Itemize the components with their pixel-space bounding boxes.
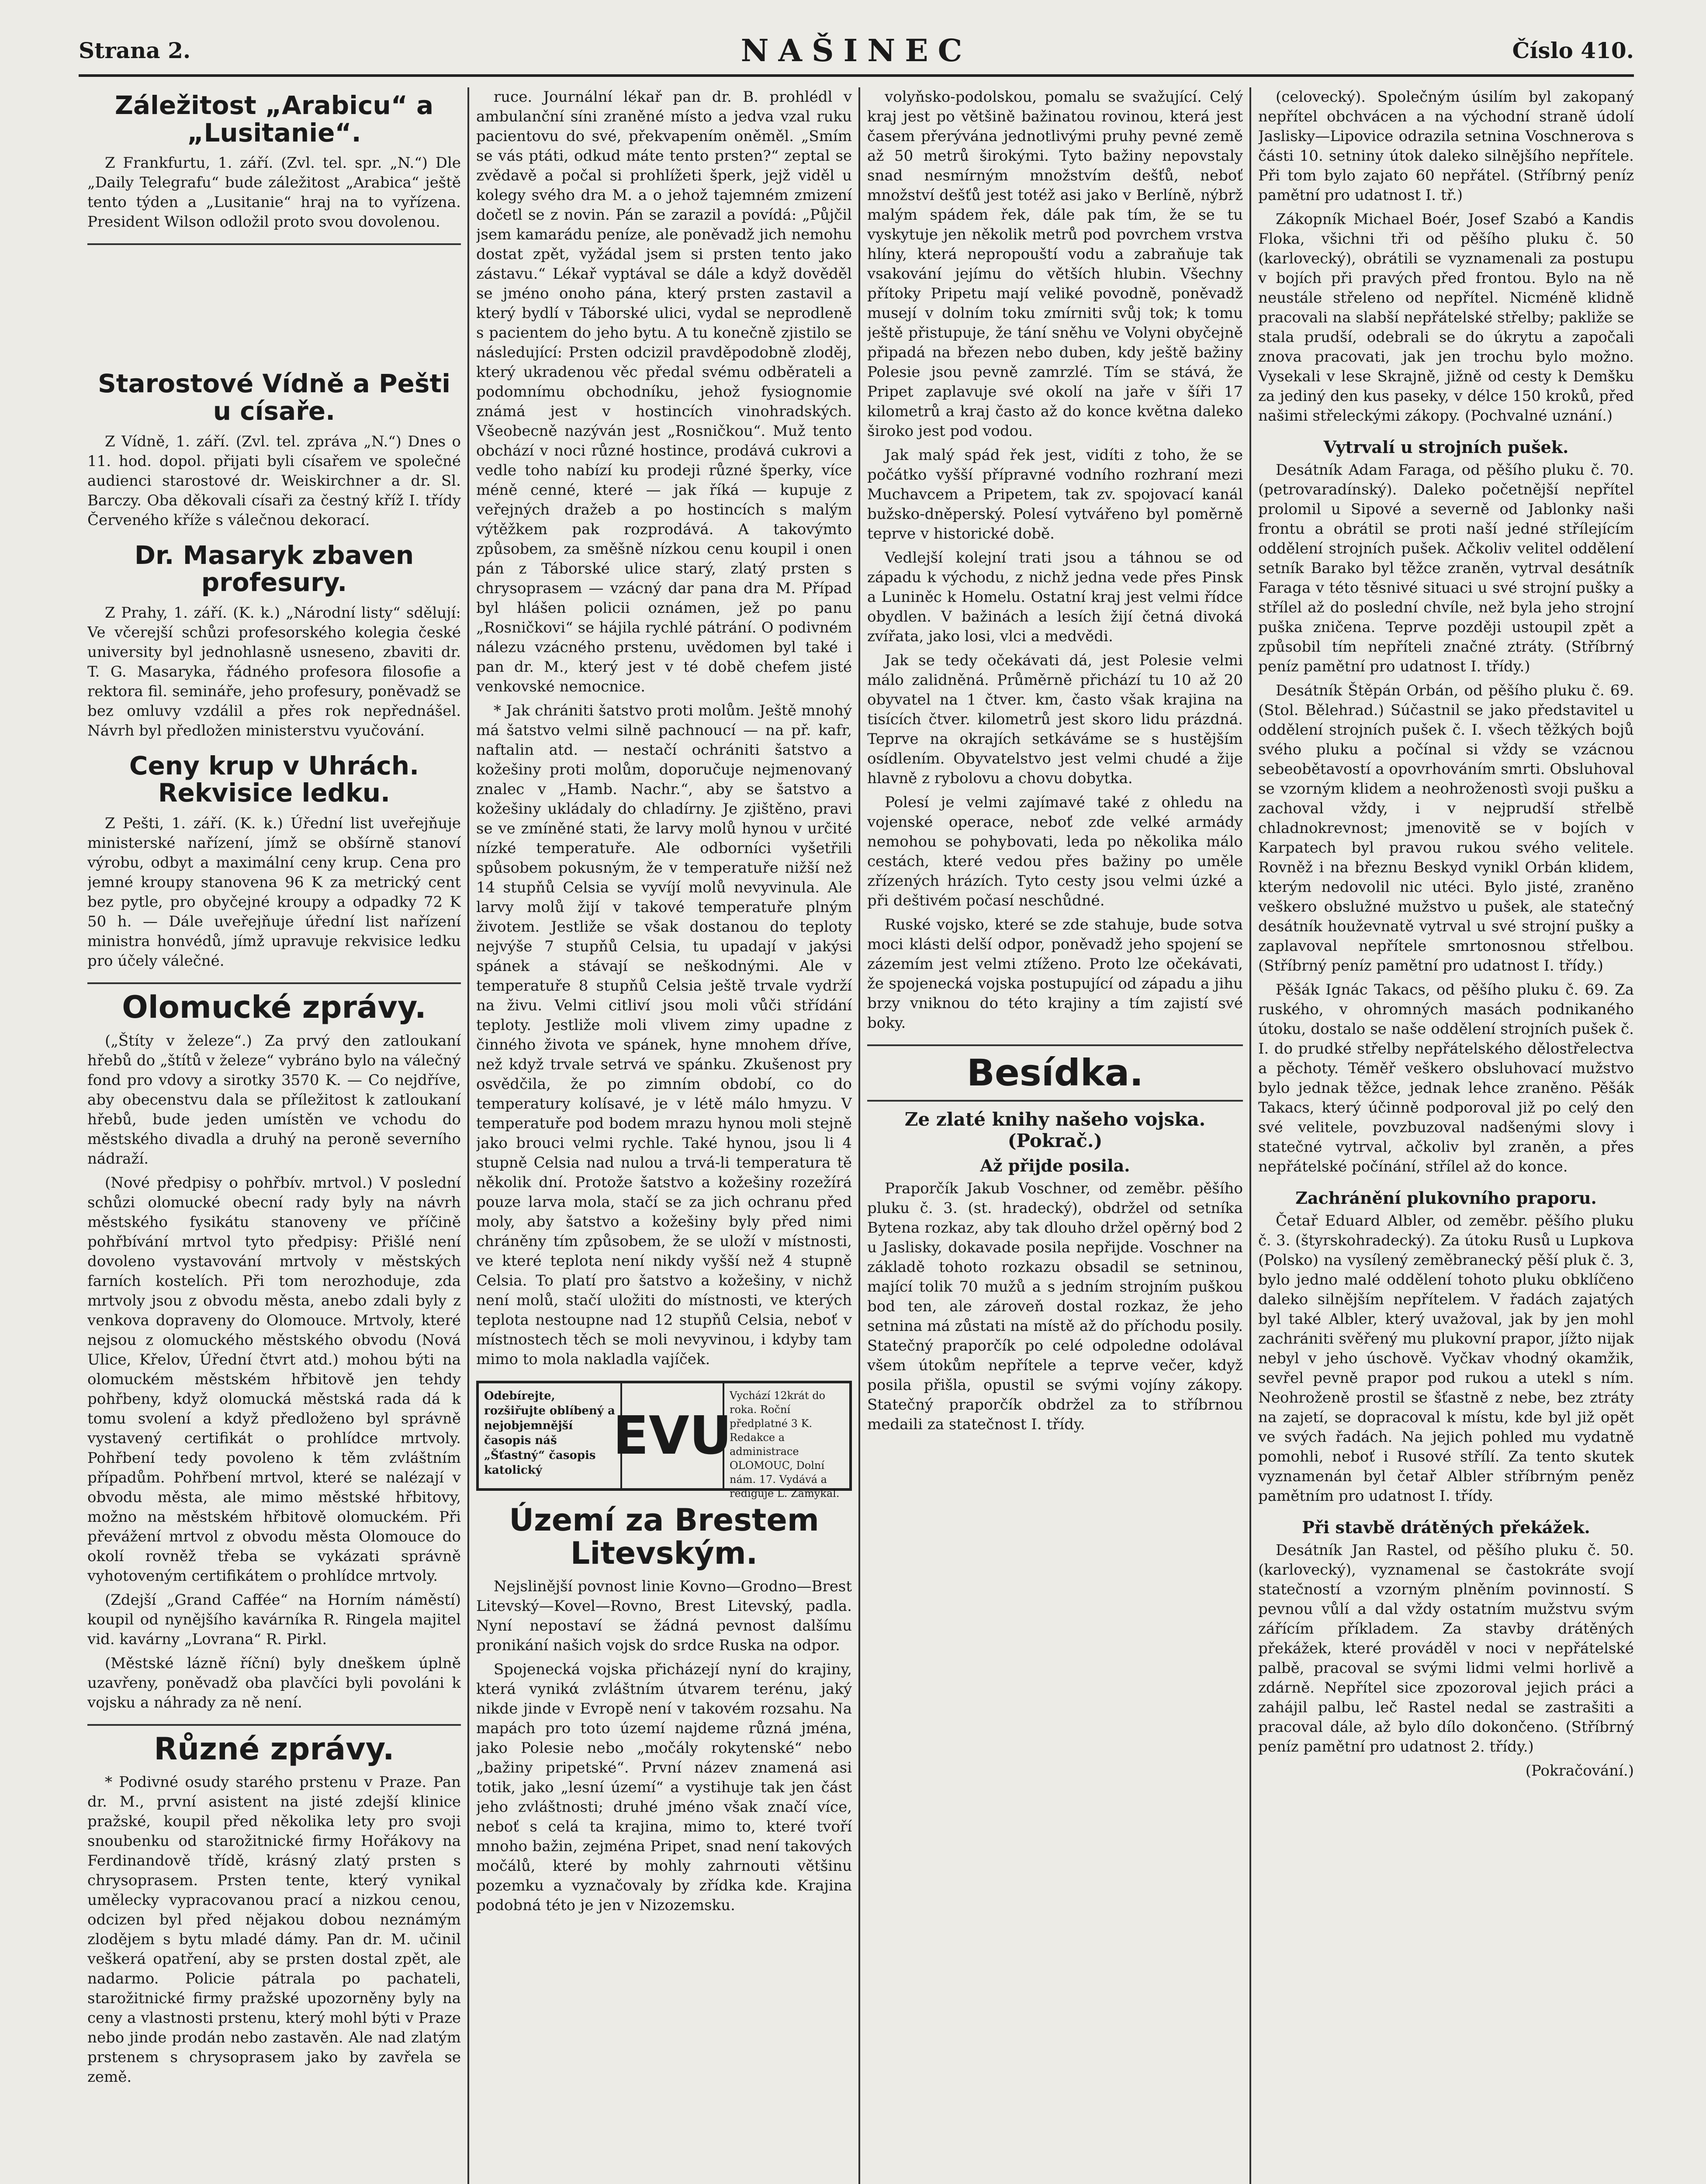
divider xyxy=(87,243,461,245)
article-paragraph: Spojenecká vojska přicházejí nyní do krajiny, která vynikά zvláštním útvarem terénu, jaký nikde jinde v Evropě není v takovém rozsahu. Na mapách pro toto území najdeme různá jména, jako Polesie nebo „močály rokytenské“ nebo „bažiny pripetské“. První název znamená asi totik, jako „lesní území“ a vystihuje tak jen část jeho zvláštnosti; druhé jméno však značí více, neboť s celá ta krajina, mimo to, které tvoří mnoho bažin, zejména Pripet, snad není takových močálů, které by mohly zahrnouti většinu pozemku a vyznačovaly by zřídka kde. Krajina podobná této je jen v Nizozemsku. xyxy=(476,1661,852,1914)
article xyxy=(87,542,461,741)
divider xyxy=(87,1724,461,1726)
article-continued xyxy=(1258,87,1634,426)
article-title: Různé zprávy. xyxy=(154,1731,394,1767)
article-paragraph: Četař Eduard Albler, od zeměbr. pěšího pluku č. 3. (štyrskohradecký). Za útoku Rusů u Lupkova (Polsko) na vysílený zeměbranecký pěší pluk č. 3, bylo jedno malé oddělení tohoto pluku obklíčeno daleko silnějším nepřítelem. V řadách zajatých byl také Albler, který uvažoval, jak by jen mohl zachrániti svěřený mu plukovní prapor, jížto nijak nebyl v jeho úschově. Vyčkav vhodný okamžik, sevřel pevně prapor pod rukou a utekl s ním. Neohroženě prostil se šťastně z nebe, bez ztráty na zajetí, se dopracoval k místu, kde byl již opět ve svých řadách. Na jejich pohled mu vydatně pomohli, neboť i Rusové střílí. Za tento skutek vyznamenán byl četař Albler stříbrným peněz pamětním pro udatnost I. třídy. xyxy=(1258,1212,1634,1505)
column-3 xyxy=(867,87,1243,2184)
article-paragraph: Nejslinější povnost linie Kovno—Grodno—Brest Litevský—Kovel—Rovno, Brest Litevský, padla. Nyní nepostaví se žádná pevnost dalšímu pronikání našich vojsk do srdce Ruska na odpor. xyxy=(476,1578,852,1655)
article-paragraph: Jak se tedy očekávati dá, jest Polesie velmi málo zalidněná. Průměrně přichází tu 10 až 20 obyvatel na 1 čtver. km, často však krajina na tisících čtver. kilometrů jest skoro lidu prázdná. Teprve na okrajích setkáváme se s hustějším osídlením. Obyvatelstvo jest velmi chudé a žije hlavně z rybolovu a chovu dobytka. xyxy=(867,652,1243,787)
divider xyxy=(87,982,461,984)
article xyxy=(87,92,461,232)
article-paragraph: ruce. Journální lékař pan dr. B. prohlédl v ambulanční síni zraněné místo a jedva vzal ruku pacientovu do své, překvapením oněměl. „Smím se vás ptáti, odkud máte tento prsten?“ zeptal se zvědavě a počal si prohlížeti šperk, jejž viděl u kolegy svého dra M. a o jehož tajemném zmizení dočetl se z novin. Pán se zarazil a povídá: „Půjčil jsem kamarádu peníze, ale poněvadž jich nemohu dostat zpět, vyžádal jsem si prsten tento jako zástavu.“ Lékař vyptával se dále a když dověděl se jméno onoho pána, který prsten zastavil a který bydlí v Táborské ulici, vydal se neprodleně s pacientem do jeho bytu. A tu konečně zjistilo se následující: Prsten odcizil pravděpodobně zloděj, který ukradenou věc předal svému odběrateli a podomnímu obchodníku, jehož fysiognomie známá jest v hostincích vinohradských. Všeobecně nazýván jest „Rosničkou“. Muž tento obchází v noci různé hostince, prodává cukrovi a vedle toho nabízí ku prodeji různé šperky, více méně cenné, které — jak říká — kupuje z veřejných dražeb a po hostincích s malým výtěžkem pak rozprodává. A takovýmto způsobem, za směšně nízkou cenu koupil i onen pán z Táborské ulice starý, zlatý prsten s chrysoprasem — vzácný dar pana dra M. Případ byl hlášen policii oznámen, jež po panu „Rosničkovi“ se hájila rychlé pátrání. O podivném nálezu vzácného prstenu, uvědomen byl také i pan dr. M., který jest v té době chefem jisté venkovské nemocnice. xyxy=(476,88,852,695)
article-section xyxy=(1258,1517,1634,1781)
column-rule xyxy=(1249,87,1251,2184)
article-paragraph: * Jak chrániti šatstvo proti molům. Ještě mnohý má šatstvo velmi silně pachnoucí — na př. kafr, naftalin atd. — nestačí ochrániti šatstvo a kožešiny proti molům, doporučuje nejmenovaný znalec v „Hamb. Nachr.“, aby se šatstvo a kožešiny ukládaly do chladírny. Je zjištěno, pravi se ve zmíněné stati, že larvy molů hynou v určité nízké temperatuře. Ale odborníci vyšetřili spůsobem pokusným, že v temperatuře nižší než 14 stupňů Celsia se vyvíjí molů nevyvinula. Ale larvy molů žijí v takové temperatuře plným životem. Jestliže se však dostanou do teploty nejvýše 7 stupňů Celsia, tu upadají v jakýsi spánek a stávají se neškodnými. Ale v temperatuře 8 stupňů Celsia ještě trvale vydrží na živu. Velmi citliví jsou moli vůči střídání teploty. Jestliže moli vlivem zimy upadne z činného života ve spánek, hyne mnohem dříve, než když trvale setrvá ve spánku. Zkušenost pry osvědčila, že po zimním období, co do temperatury kolísavé, je v létě málo hmyzu. V temperatuře pod bodem mrazu hynou moli stejně jako brouci velmi rychle. Také hynou, jsou li 4 stupně Celsia nad nulou a trvá-li temperatura tě několik dní. Protože šatstvo a kožešiny rozežírá pouze larva mola, stačí se za jich ochranu před moly, aby šatstvo a kožešiny byly před nimi chráněny tím způsobem, že se uloží v místnosti, ve které teplota není nikdy vyšší než 4 stupně Celsia. To platí pro šatstvo a kožešiny, v nichž není molů, stačí uložiti do místnosti, ve kterých teplota nestoupne nad 12 stupňů Celsia, neboť v místnostech těch se moli nevyvinou, i kdyby tam mimo to mola nakladla vajíček. xyxy=(476,702,852,1368)
article xyxy=(476,1504,852,1915)
article-title: Starostové Vídně a Pešti u císaře. xyxy=(98,369,450,426)
article-paragraph: Z Vídně, 1. září. (Zvl. tel. zpráva „N.“) Dnes o 11. hod. dopol. přijati byli císařem ve společné audienci starostové dr. Weiskirchner a dr. Sl. Barczy. Oba děkovali císaři za čestný kříž I. třídy Červeného kříže s válečnou dekorací. xyxy=(87,432,461,529)
advertisement xyxy=(476,1381,852,1500)
article-title: Ceny krup v Uhrách. Rekvisice ledku. xyxy=(129,750,419,808)
article-paragraph: * Podivné osudy starého prstenu v Praze. Pan dr. M., první asistent na jisté zdejší klinice pražské, koupil před několika lety pro svoji snoubenku od starožitnické firmy Hořákovy na Ferdinandově třídě, krásný zlatý prsten s chrysoprasem. Prsten tente, který vynikal umělecky vypracovanou prací a nizkou cenou, odcizen byl před nějakou dobou neznámým zlodějem s bytu mladé dámy. Pan dr. M. učinil veškerá opatření, aby se prsten dostal zpět, ale nadarmo. Policie pátrala po pachateli, starožitnické firmy pražské upozorněny byly na ceny a vlastnosti prstenu, který mohl býti v Praze nebo jinde prodán nebo zastavěn. Ale nad zlatým prstenem s chrysoprasem jako by zavřela se země. xyxy=(87,1773,461,2086)
section-heading: Při stavbě drátěných překážek. xyxy=(1302,1517,1590,1537)
article-title: Ze zlaté knihy našeho vojska. (Pokrač.) xyxy=(904,1108,1206,1151)
article-title: Území za Brestem Litevským. xyxy=(509,1502,819,1571)
article-paragraph: Z Frankfurtu, 1. září. (Zvl. tel. spr. „N.“) Dle „Daily Telegrafu“ bude záležitost „Arabica“ ještě tento týden a „Lusitanie“ hraj na to vyřízena. President Wilson odložil proto svou dovolenou. xyxy=(87,154,461,231)
article-paragraph: (Městské lázně říční) byly dneškem úplně uzavřeny, poněvadž oba plavčíci byli povoláni k vojsku a náhrady za ně není. xyxy=(87,1654,461,1711)
article-paragraph: Jak malý spád řek jest, vidíti z toho, že se počátko vyšší přípravné vodního rozhraní mezi Muchavcem a Pripetem, tak zv. spojovací kanál bužsko-dněperský. Polesí vytvářeno byl poměrně teprve v historické době. xyxy=(867,446,1243,543)
article-section xyxy=(1258,437,1634,1177)
article-title: Dr. Masaryk zbaven profesury. xyxy=(134,540,414,598)
article-paragraph: volyňsko-podolskou, pomalu se svažující. Celý kraj jest po většině bažinatou rovinou, která jest časem přerývána jednotlivými pruhy pevné země až 50 metrů širokými. Tyto bažiny nepovstaly snad nesmírným množstvím dešťů, neboť množství dešťů jest totéž asi jako v Berlíně, nýbrž malým spádem řek, dále pak tím, že se tu vyskytuje jen několik metrů pod povrchem vrstva hlíny, která nepropouští vodu a zabraňuje tak vsakování jejímu do větších hlubin. Všechny přítoky Pripetu mají veliké povodně, poněvadž musejí v dolním toku zmírniti svůj tok; k tomu ještě přistupuje, že tání sněhu ve Volyni obyčejně připadá na březen nebo duben, kdy ještě bažiny Polesie jsou pevně zamrzlé. Tím se stává, že Pripet zaplavuje své okolí na jaře v šíři 17 kilometrů a kraj často až do konce května daleko široko jest pod vodou. xyxy=(867,88,1243,440)
article-continued xyxy=(476,87,852,1369)
article-continued xyxy=(867,87,1243,1033)
ad-logo: EVU xyxy=(620,1383,724,1488)
masthead-title: NAŠINEC xyxy=(741,32,972,69)
page-header xyxy=(79,26,1634,77)
article-title: Záležitost „Arabicu“ a „Lusitanie“. xyxy=(114,90,434,148)
article xyxy=(87,752,461,971)
article-paragraph: (Nové předpisy o pohřbív. mrtvol.) V poslední schůzi olomucké obecní rady byly na návrh městského fysikátu stanoveny ve příčině pohřbívání mrtvol tyto předpisy: Přišlé není dovoleno vystavování mrtvoly v městských farních kostelích. Při tom nerozhoduje, zda mrtvoly jsou z obvodu města, anebo zdali byly z venkova dopraveny do Olomouce. Mrtvoly, které nejsou z olomuckého městského obvodu (Nová Ulice, Křelov, Úřední čtvrt atd.) mohou býti na olomuckém městském hřbitově jen tehdy pohřbeny, když olomucká městská rada dá k tomu svolení a když předloženo byl správně vystavený certifikát o prohlídce mrtvoly. Pohřbení tedy povoleno k těm zvláštním případům. Pohřbení mrtvol, které se nalézají v obvodu města, ale mimo městské hřbitovy, možno na městském hřbitově olomuckém. Při převážení mrtvol z obvodu města Olomouce do okolí rovněž třeba se vykázati správně vyhotoveným certifikátem o prohlídce mrtvoly. xyxy=(87,1174,461,1585)
article-paragraph: Polesí je velmi zajímavé také z ohledu na vojenské operace, neboť zde velké armády nemohou se pohybovati, leda po několika málo cestách, které vedou přes bažiny po uměle zřízených hrázích. Tyto cesty jsou velmi úzké a při deštivém počasí neschůdné. xyxy=(867,794,1243,909)
article-section xyxy=(1258,1188,1634,1506)
article-paragraph: Vedlejší kolejní trati jsou a táhnou se od západu k východu, z nichž jedna vede přes Pinsk a Luniněc k Homelu. Ostatní kraj jest velmi řídce obydlen. V bažinách a lesích žijí četná divoká zvířata, jako losi, vlci a medvědi. xyxy=(867,549,1243,645)
column-rule xyxy=(858,87,860,2184)
article-paragraph: Desátník Štěpán Orbán, od pěšího pluku č. 69. (Stol. Bělehrad.) Súčastnil se jako představitel u oddělení strojních pušek č. I. všech těžkých bojů svého pluku a počínal si vždy se vzácnou sebeobětavostí a opovrhováním smrti. Obsluhoval se vzorným klidem a neohroženostì svoji pušku a zachoval vždy, i v nejprudší střelbě chladnokrevnost; jmenovitě se v bojích v Karpatech byl pravou rukou svého velitele. Rovněž i na březnu Beskyd vynikl Orbán klidem, kterým nedovolil nic utéci. Bylo jisté, zraněno veškero obslužné mužstvo u pušek, ale statečný desátník houževnatě vytrval u své strojní pušky a zaplavoval nepřítele smrtonosnou střelbou. (Stříbrný peníz pamětní pro udatnost I. třídy.) xyxy=(1258,682,1634,975)
article-paragraph: („Štíty v železe“.) Za prvý den zatloukaní hřebů do „štítů v železe“ vybráno bylo na válečný fond pro vdovy a sirotky 3570 K. — Co nejdříve, aby obecenstvu dala se příležitost k zatloukaní hřebů, bude jeden umístěn ve vchodu do městského divadla a druhý na peroně severního nádraží. xyxy=(87,1032,461,1168)
article xyxy=(87,991,461,1713)
article xyxy=(867,1109,1243,1434)
article-paragraph: Pěšák Ignác Takacs, od pěšího pluku č. 69. Za ruského, v ohromných masách podnikaného útoku, dostalo se naše oddělení strojních pušek č. I. do prudké střelby nepřátelského dělostřelectva a pěchoty. Téměř veškero obsluhovací mužstvo bylo jednak těžce, jednak lehce zraněno. Pěšák Takacs, který účinně podporoval již po celý den své velitele, povzbuzoval nadšenými slovy i statečné vytrval, ačkoliv byl zraněn, a přes nepřátelské počínání, střílel až do konce. xyxy=(1258,981,1634,1175)
section-heading: Zachránění plukovního praporu. xyxy=(1295,1188,1597,1208)
article-title: Olomucké zprávy. xyxy=(122,989,426,1025)
article-paragraph: Desátník Jan Rastel, od pěšího pluku č. 50. (karlovecký), vyznamenal se častokráte svojí statečností a vzorným plněním povinností. S pevnou vůlí a dal vždy ostatním mužstvu svým zářícím příkladem. Za stavby drátěných překážek, které prováděl v noci v nepřátelské palbě, pracoval se svými lidmi velmi horlivě a zdárně. Nepřítel sice zpozoroval jejich práci a zahájil palbu, leč Rastel nedal se zastrašiti a pracoval dále, až bylo dílo dokončeno. (Stříbrný peníz pamětní pro udatnost 2. třídy.) xyxy=(1258,1541,1634,1755)
article-subtitle: Až přijde posila. xyxy=(980,1155,1130,1175)
continuation-note: (Pokračování.) xyxy=(1525,1762,1634,1780)
column-4 xyxy=(1258,87,1634,2184)
blank-space xyxy=(87,252,461,366)
article-paragraph: Z Pešti, 1. září. (K. k.) Úřední list uveřejňuje ministerské nařízení, jímž se obšírně stanoví výrobu, odbyt a maximální ceny krup. Cena pro jemné kroupy stanovena 96 K za metrický cent bez pytle, pro obyčejné kroupy a odpadky 72 K 50 h. — Dále uveřejňuje úřední list nařízení ministra honvédů, jímž upravuje rekvisice ledku pro účely válečné. xyxy=(87,815,461,970)
ad-right-text: Vychází 12krát do roka. Roční předplatné 3 K. Redakce a administrace OLOMOUC, Dolní nám. 17. Vydává a rediguje L. Zamykal. xyxy=(730,1389,840,1500)
article-paragraph: Praporčík Jakub Voschner, od zeměbr. pěšího pluku č. 3. (st. hradecký), obdržel od setníka Bytena rozkaz, aby tak dlouho držel opěrný bod 2 u Jaslisky, dokavade posila nepřijde. Voschner na základě tohoto rozkazu obsadil se setninou, mající tolik 70 mužů a s jedním strojním puškou bod ten, ale zároveň dostal rozkaz, že jeho setnina má zůstati na místě až do příchodu posily. Statečný praporčík po celé odpoledne odolával všem útokům nepřítele a teprve večer, když posila přišla, opustil se svými vojíny zákopy. Statečný praporčík obdržel za to stříbrnou medaili za statečnost I. třídy. xyxy=(867,1179,1243,1433)
article-paragraph: Z Prahy, 1. září. (K. k.) „Národní listy“ sdělují: Ve včerejší schůzi profesorského kolegia české university byl jednohlasně usneseno, zbaviti dr. T. G. Masaryka, řádného profesora filosofie a rektora fil. semináře, jeho profesury, poněvadž se bez omluvy vzdálil a přes rok nepřednášel. Návrh byl předložen ministerstvu vyučování. xyxy=(87,604,461,740)
divider xyxy=(867,1100,1243,1102)
divider xyxy=(867,1044,1243,1046)
section-title: Besídka. xyxy=(966,1051,1144,1094)
article-paragraph: Ruské vojsko, které se zde stahuje, bude sotva moci klásti delší odpor, poněvadž jeho spojení se zázemím jest velmi ztíženo. Proto lze očekávati, že spojenecká vojska postupující od západu a jihu brzy vniknou do této krajiny a tím zajistí své boky. xyxy=(867,916,1243,1032)
article-paragraph: Desátník Adam Faraga, od pěšího pluku č. 70. (petrovaradínský). Daleko početnější nepřítel prolomil u Sipové a severně od Jablonky naši frontu a obrátil se proti naší jedné střílejícím oddělení strojních pušek. Ačkoliv velitel oddělení setník Barako byl těžce zraněn, vytrval desátník Faraga v této těsnivé situaci u své strojní pušky a střílel až do poslední chvíle, než byla jeho strojní puška zničena. Teprve později ustoupil zpět a způsobil tím nepříteli značné ztráty. (Stříbrný peníz pamětní pro udatnost I. třídy.) xyxy=(1258,461,1634,675)
section-heading: Vytrvalí u strojních pušek. xyxy=(1323,437,1569,457)
column-1 xyxy=(87,87,461,2184)
column-rule xyxy=(467,87,469,2184)
ad-left-text: Odebírejte, rozšiřujte oblíbený a nejobjemnější časopis náš „Šťastný“ časopis katolický xyxy=(484,1389,615,1477)
column-2 xyxy=(476,87,852,2184)
page-label: Strana 2. xyxy=(79,37,191,63)
article xyxy=(87,370,461,530)
article xyxy=(87,1733,461,2087)
article-paragraph: (Zdejší „Grand Caffée“ na Horním náměstí) koupil od nynějšího kavárníka R. Ringela majitel vid. kavárny „Lovrana“ R. Pirkl. xyxy=(87,1591,461,1648)
issue-number: Číslo 410. xyxy=(1512,37,1634,63)
article-paragraph: Zákopník Michael Boér, Josef Szabó a Kandis Floka, všichni tři od pěšího pluku č. 50 (karlovecký), obrátili se vyznamenali za postupu v bojích při pravých před frontou. Bylo na ně neustále střeleno od nepřítel. Nicméně klidně pracovali na slabší nepřátelské střelby; pakliže se stala prudší, odebrali se do úkrytu a započali znova pracovati, jak jen trochu bylo možno. Vysekali v lese Skrajně, jižně od cesty k Demšku za jediný den kus paseky, v délce 150 kroků, před našimi střeleckými zákopy. (Pochvalné uznání.) xyxy=(1258,211,1634,425)
article-paragraph: (celovecký). Společným úsilím byl zakopaný nepřítel obchvácen a na východní straně údolí Jaslisky—Lipovice odrazila setnina Voschnerova s části 10. setniny útok daleko silnějšího nepřítele. Při tom bylo zajato 60 nepřátel. (Stříbrný peníz pamětní pro udatnost I. tř.) xyxy=(1258,88,1634,204)
